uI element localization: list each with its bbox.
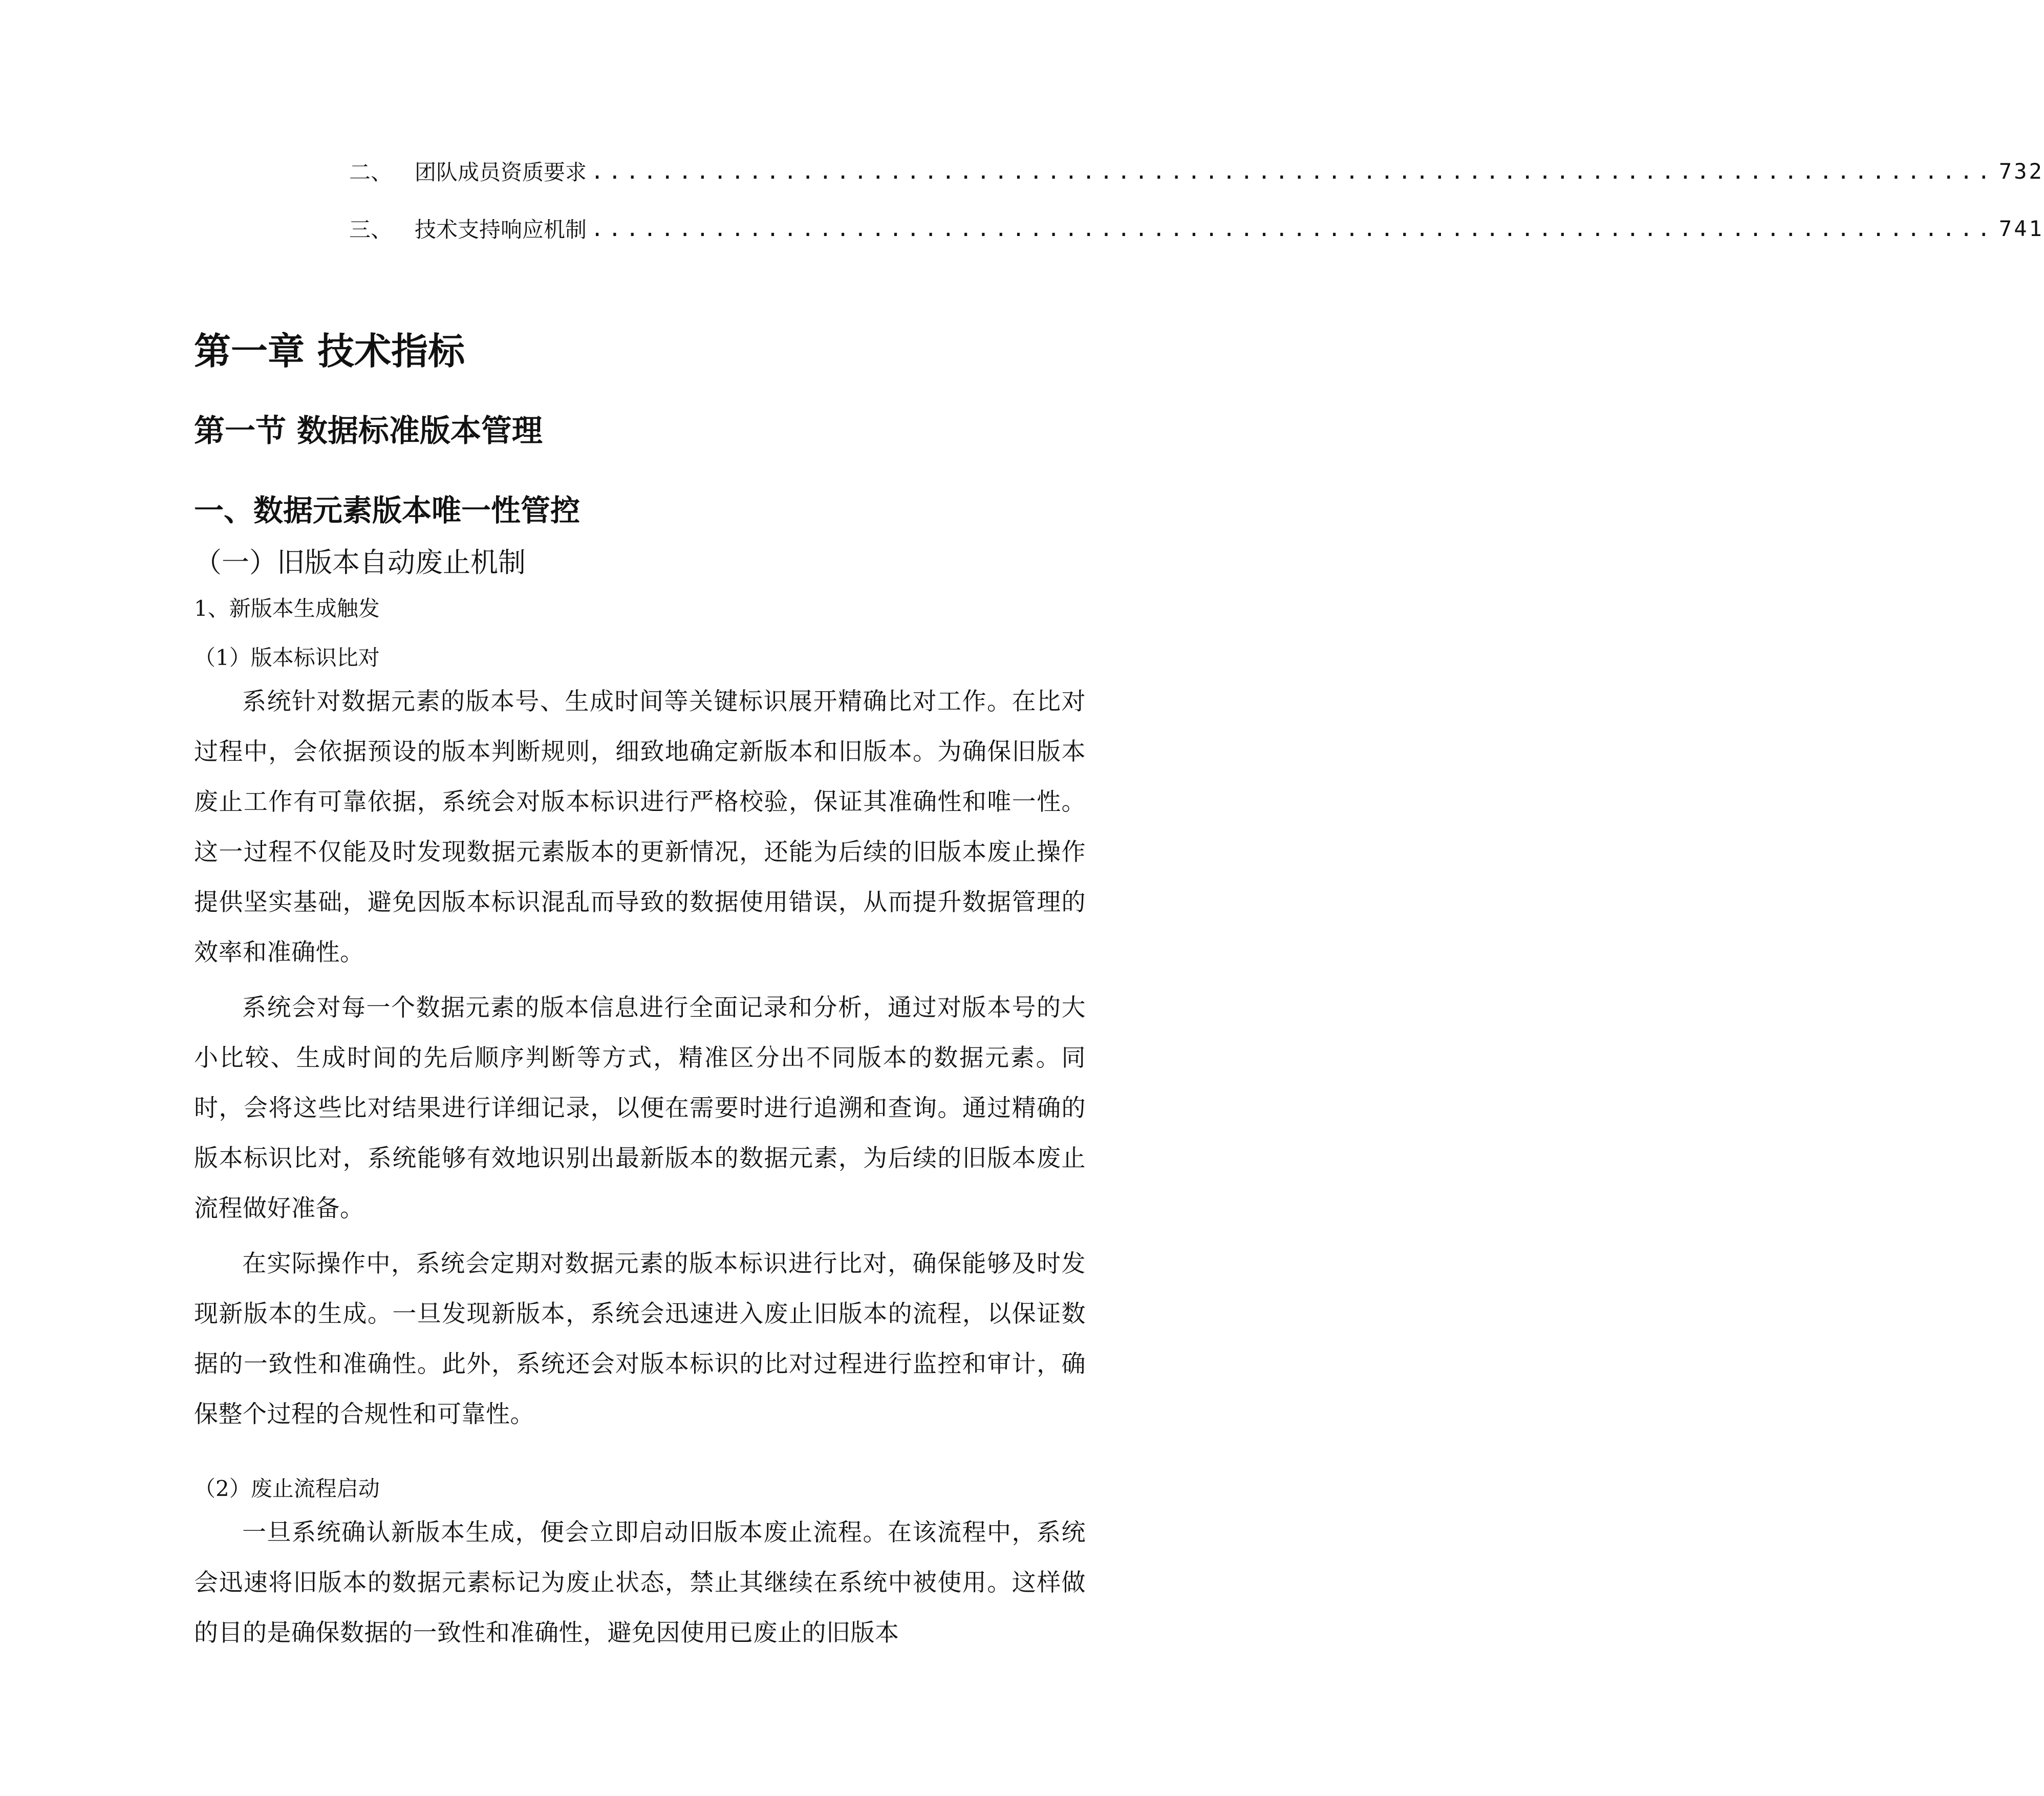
body-paragraph: 系统会对每一个数据元素的版本信息进行全面记录和分析，通过对版本号的大小比较、生成时间的先后顺序判断等方式，精准区分出不同版本的数据元素。同时，会将这些比对结果进行详细记录，以便在需要时进行追溯和查询。通过精确的版本标识比对，系统能够有效地识别出最新版本的数据元素，为后续的旧版本废止流程做好准备。 [194,994,1086,1223]
body-paragraph: 一旦系统确认新版本生成，便会立即启动旧版本废止流程。在该流程中，系统会迅速将旧版本的数据元素标记为废止状态，禁止其继续在系统中被使用。这样做的目的是确保数据的一致性和准确性，避免因使用已废止的旧版本 [194,1519,1086,1647]
subsection-title: 1、新版本生成触发 [194,596,380,621]
toc-entry[interactable] [349,152,2044,190]
body-paragraph: 在实际操作中，系统会定期对数据元素的版本标识进行比对，确保能够及时发现新版本的生成。一旦发现新版本，系统会迅速进入废止旧版本的流程，以保证数据的一致性和准确性。此外，系统还会对版本标识的比对过程进行监控和审计，确保整个过程的合规性和可靠性。 [194,1250,1086,1428]
toc-entry-title: 团队成员资质要求 [415,160,587,185]
subsection-title: 一、数据元素版本唯一性管控 [194,493,580,528]
body-paragraph: 系统针对数据元素的版本号、生成时间等关键标识展开精确比对工作。在比对过程中，会依据预设的版本判断规则，细致地确定新版本和旧版本。为确保旧版本废止工作有可靠依据，系统会对版本标识进行严格校验，保证其准确性和唯一性。这一过程不仅能及时发现数据元素版本的更新情况，还能为后续的旧版本废止操作提供坚实基础，避免因版本标识混乱而导致的数据使用错误，从而提升数据管理的效率和准确性。 [194,688,1086,967]
toc-entry[interactable] [349,209,2044,248]
subsection-title: （一）旧版本自动废止机制 [194,546,526,579]
toc-dot-leader: ................................................................................ [591,216,1995,241]
toc-dot-leader: ................................................................................ [591,158,1995,184]
item-title: （1）版本标识比对 [194,645,380,670]
toc-entry-page: 741 [1998,216,2044,241]
section-title: 第一节 数据标准版本管理 [194,413,543,449]
toc-entry-number: 二、 [349,160,393,185]
toc-entry-title: 技术支持响应机制 [415,217,587,242]
chapter-title: 第一章 技术指标 [194,330,465,373]
item-title: （2）废止流程启动 [194,1476,380,1501]
toc-entry-page: 732 [1998,158,2044,184]
toc-entry-number: 三、 [349,217,393,242]
